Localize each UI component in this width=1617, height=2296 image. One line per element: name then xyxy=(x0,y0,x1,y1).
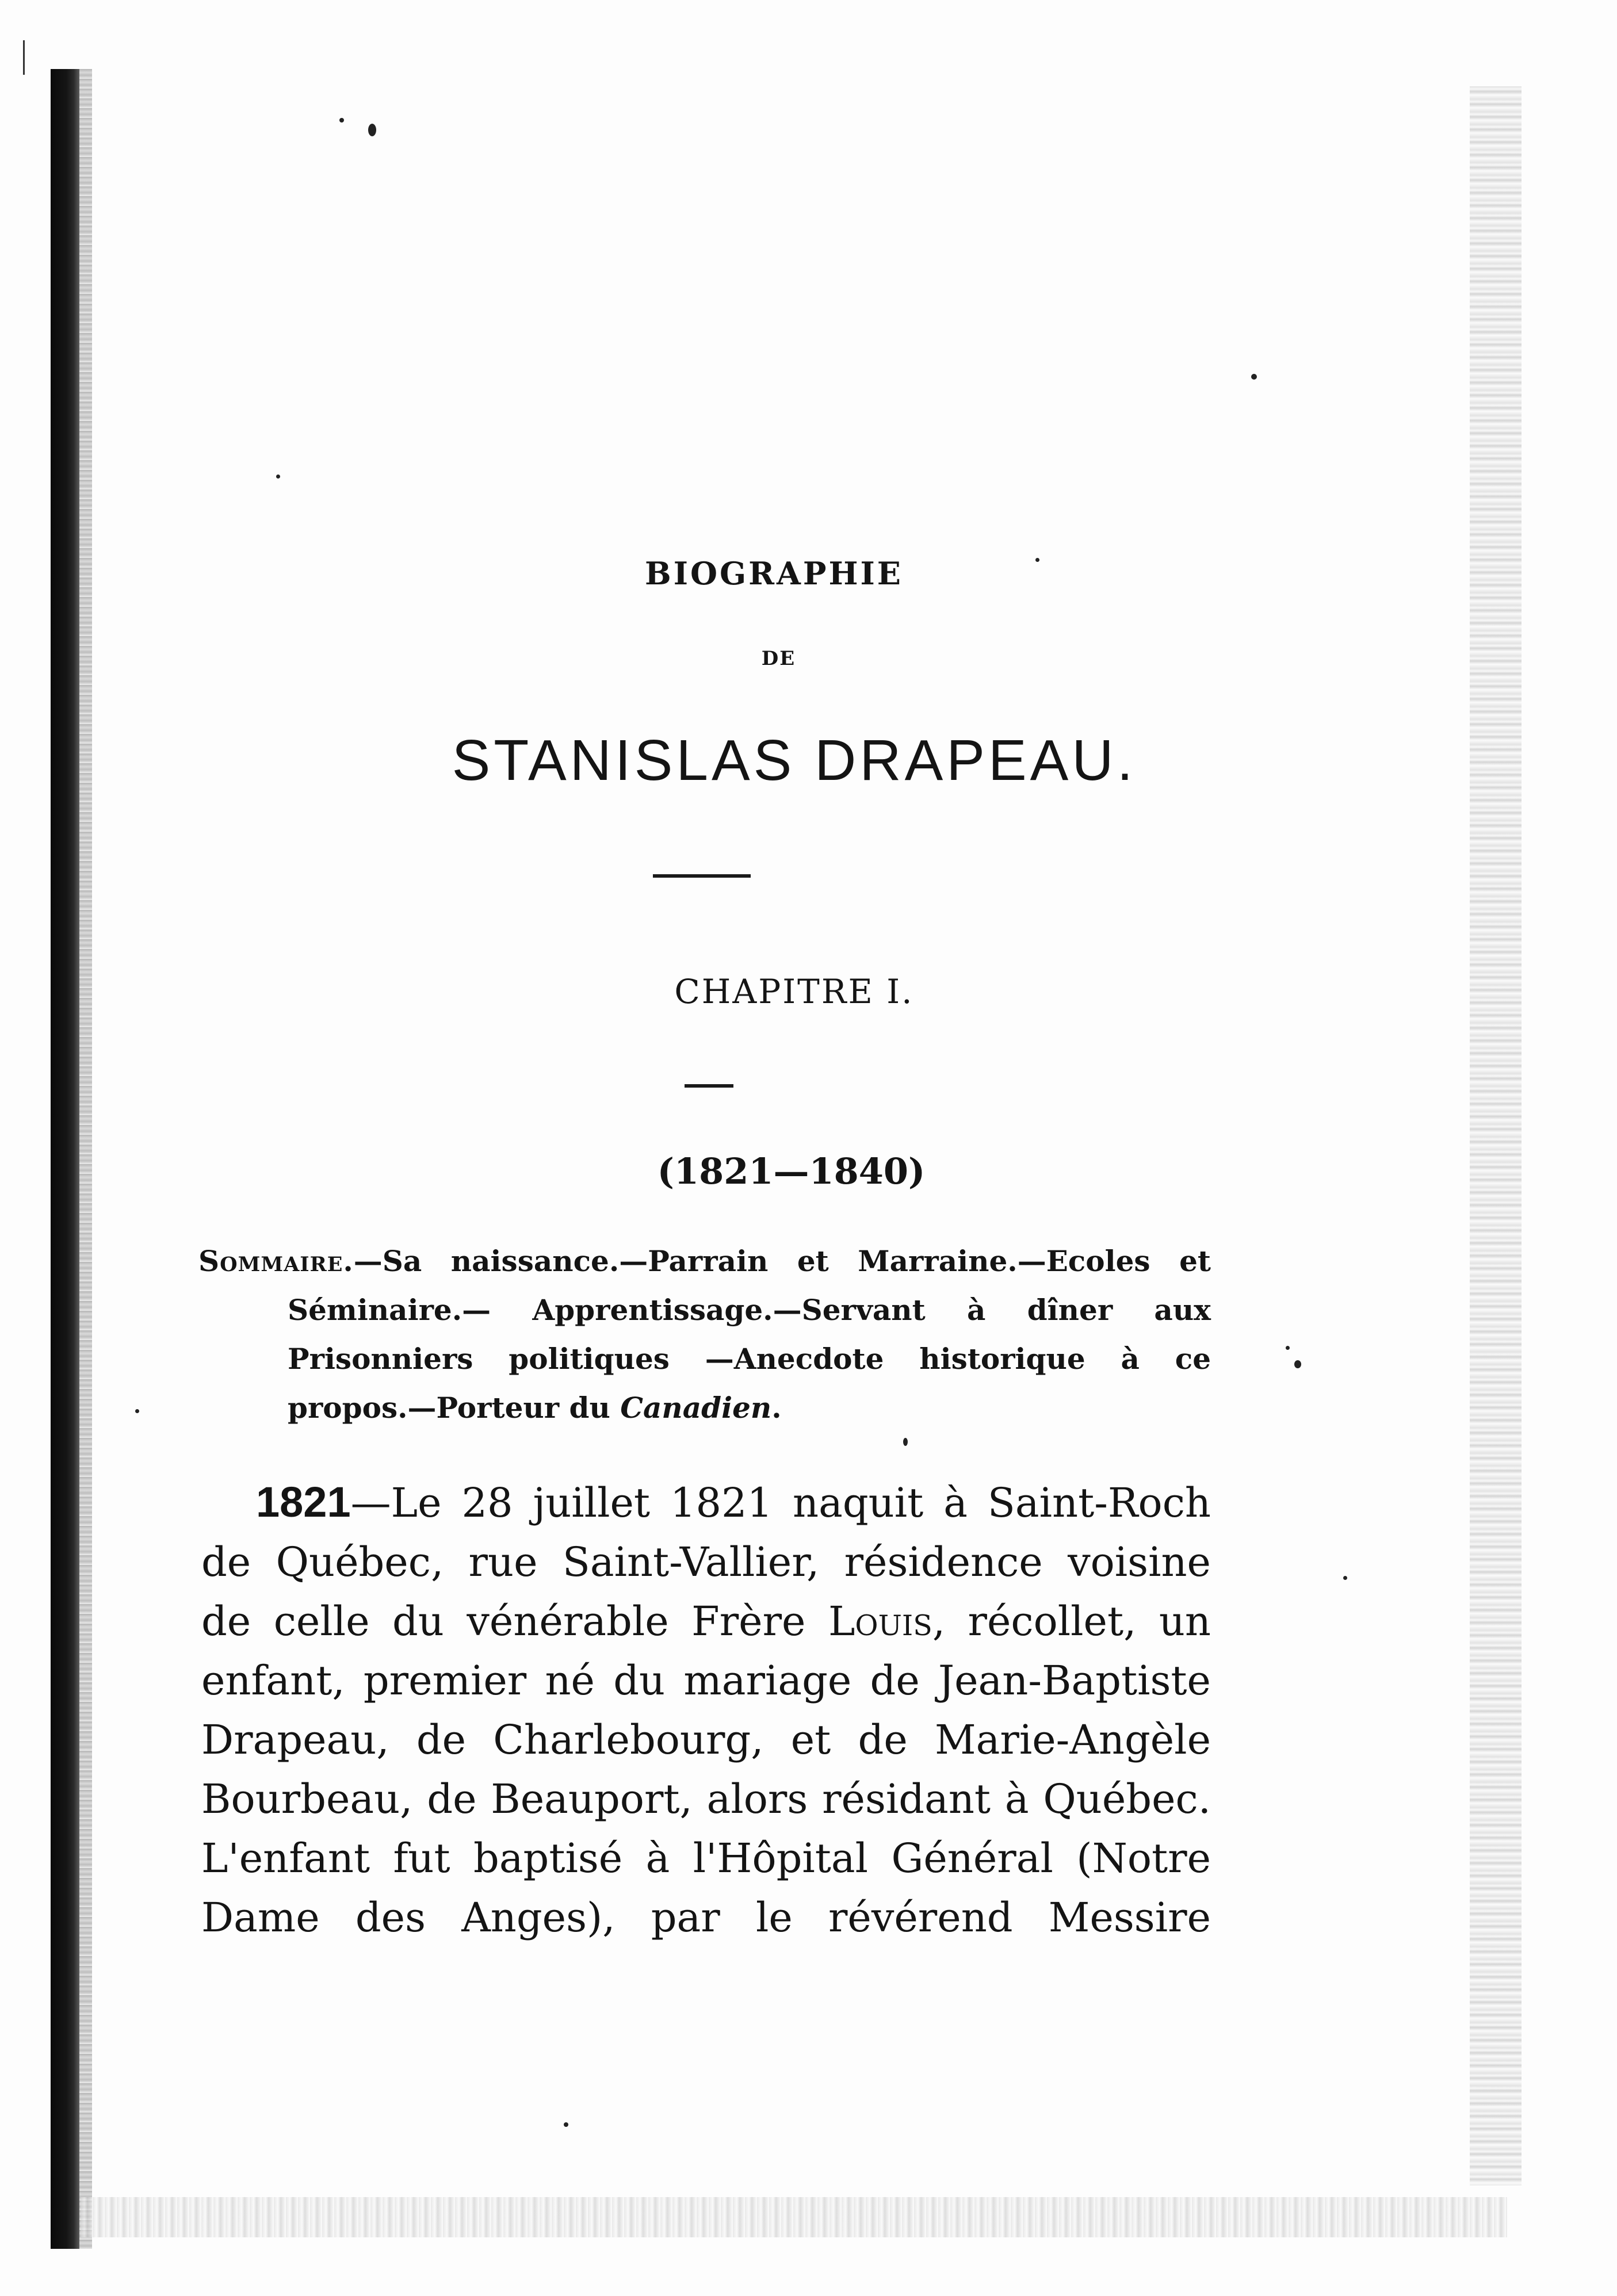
scan-speck xyxy=(1251,374,1257,380)
title-name: STANISLAS DRAPEAU. xyxy=(452,728,1137,793)
scan-speck xyxy=(903,1438,908,1446)
title-biographie: BIOGRAPHIE xyxy=(645,555,903,592)
scan-speck xyxy=(368,124,376,136)
body-line-1 xyxy=(201,1472,1211,1533)
summary-end: . xyxy=(771,1391,782,1425)
body-line-3-smallcaps: Louis xyxy=(828,1598,932,1645)
body-line-3 xyxy=(201,1592,1211,1651)
body-line-2: de Québec, rue Saint-Vallier, résidence voisine xyxy=(201,1539,1211,1586)
scan-speck xyxy=(1294,1360,1301,1368)
scan-speck xyxy=(276,474,280,479)
body-year: 1821 xyxy=(256,1478,351,1526)
body-line-4: enfant, premier né du mariage de Jean-Baptiste xyxy=(201,1657,1211,1704)
scan-speck xyxy=(1343,1576,1347,1580)
body-line-1-text: —Le 28 juillet 1821 naquit à Saint-Roch xyxy=(350,1479,1211,1526)
summary-italic-title: Canadien xyxy=(620,1391,772,1425)
scan-speck xyxy=(1286,1346,1290,1350)
summary-label: Sommaire. xyxy=(198,1244,354,1278)
body-paragraph xyxy=(201,1472,1211,1947)
scan-hairline xyxy=(23,40,25,75)
body-line-3a: de celle du vénérable Frère xyxy=(201,1598,828,1645)
page-edge-right xyxy=(1470,86,1522,2186)
summary-text: —Sa naissance.—Parrain et Marraine.—Ecoles et Séminaire.— Apprentissage.—Servant à dîner aux Prisonniers politiques —Anecdote historique à ce propos.—Porteur du xyxy=(288,1244,1211,1425)
body-line-6: Bourbeau, de Beauport, alors résidant à Québec. xyxy=(201,1775,1211,1823)
scan-speck xyxy=(1035,558,1039,562)
chapter-title: CHAPITRE I. xyxy=(674,972,914,1011)
scan-speck xyxy=(135,1409,139,1413)
body-line-5: Drapeau, de Charlebourg, et de Marie-Angèle xyxy=(201,1716,1211,1763)
scan-speck xyxy=(564,2122,568,2127)
chapter-summary xyxy=(198,1237,1211,1432)
body-line-8: Dame des Anges), par le révérend Messire xyxy=(201,1894,1211,1941)
body-line-3b: , récollet, un xyxy=(932,1598,1211,1645)
chapter-dates: (1821—1840) xyxy=(657,1150,926,1192)
title-rule xyxy=(653,874,751,878)
chapter-rule xyxy=(685,1084,733,1088)
body-line-7: L'enfant fut baptisé à l'Hôpital Général (Notre xyxy=(201,1835,1211,1882)
title-de: DE xyxy=(761,647,796,670)
page-edge-bottom xyxy=(81,2197,1507,2237)
scan-speck xyxy=(339,118,344,123)
